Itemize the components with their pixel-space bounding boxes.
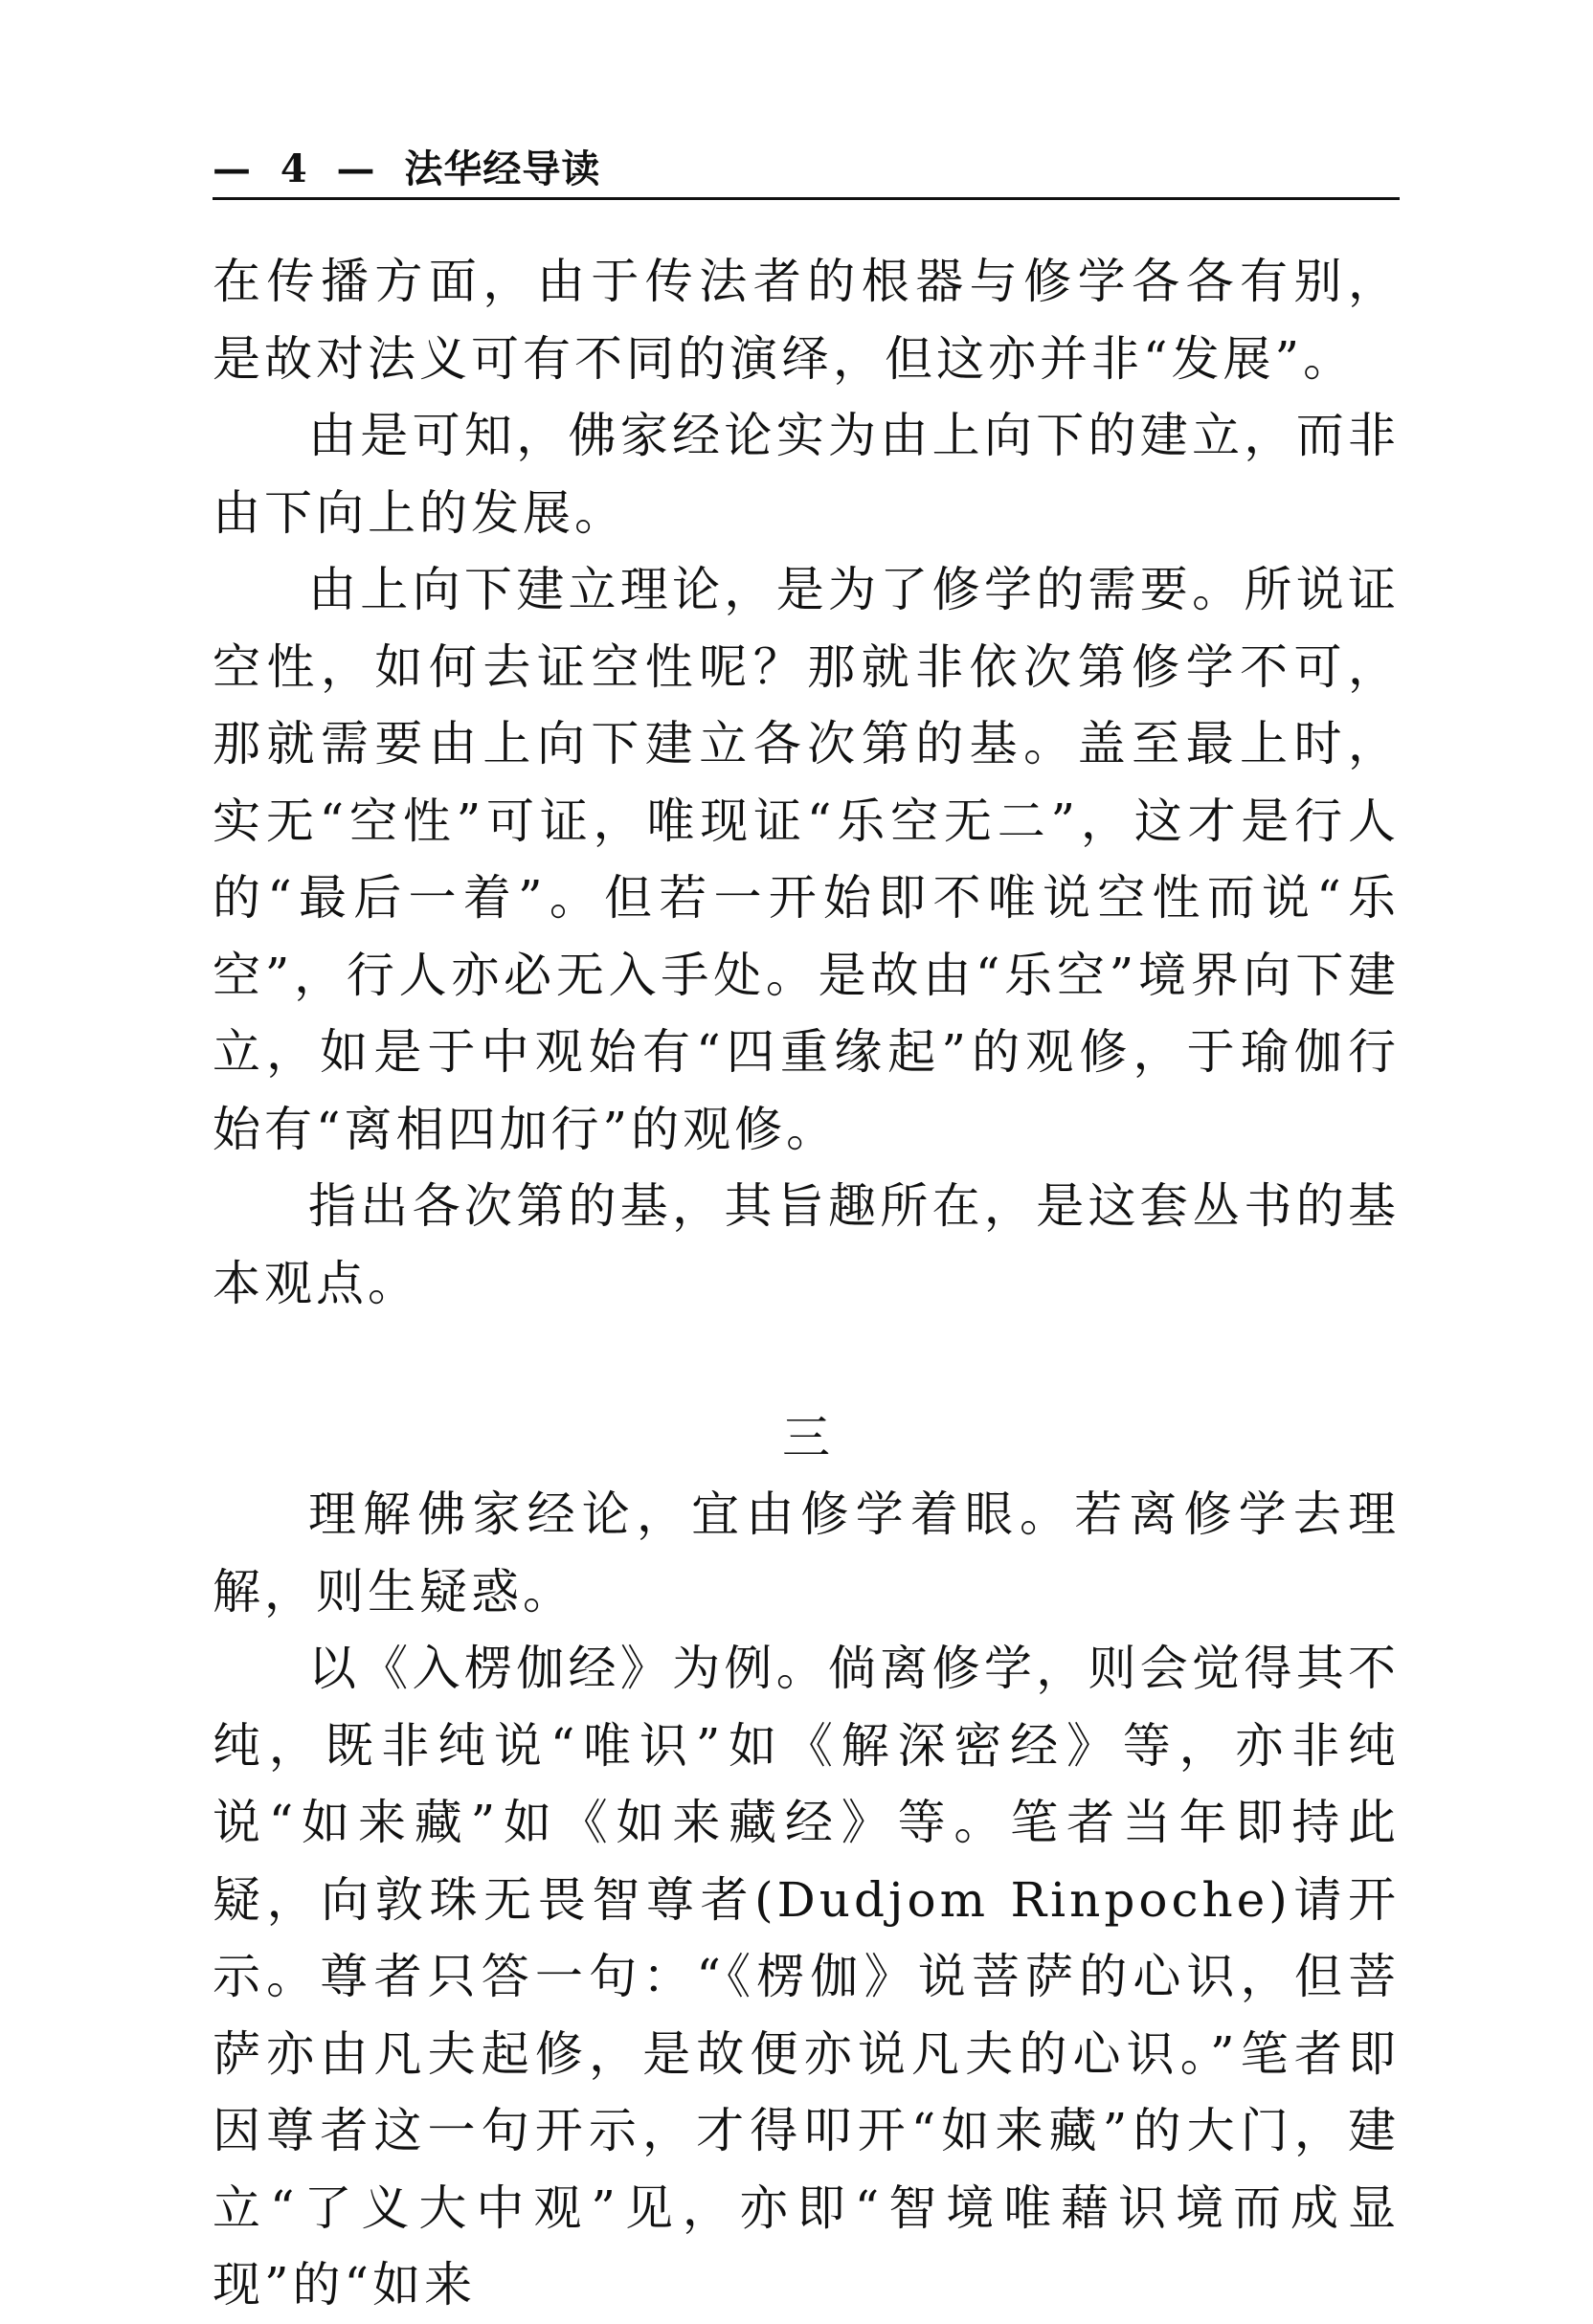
paragraph: 指出各次第的基，其旨趣所在，是这套丛书的基本观点。 [213, 1178, 1400, 1311]
page-number-and-book-title: — 4 — 法华经导读 [213, 146, 601, 191]
paragraph: 由上向下建立理论，是为了修学的需要。所说证空性，如何去证空性呢？那就非依次第修学不可，那就需要由上向下建立各次第的基。盖至最上时，实无“空性”可证，唯现证“乐空无二”，这才是行人的“最后一着”。但若一开始即不唯说空性而说“乐空”，行人亦必无入手处。是故由“乐空”境界向下建立，如是于中观始有“四重缘起”的观修，于瑜伽行始有“离相四加行”的观修。 [213, 562, 1400, 1157]
paragraph: 在传播方面，由于传法者的根器与修学各各有别，是故对法义可有不同的演绎，但这亦并非“发展”。 [213, 254, 1400, 387]
paragraph: 理解佛家经论，宜由修学着眼。若离修学去理解，则生疑惑。 [213, 1486, 1400, 1620]
body-text [213, 243, 1400, 2324]
paragraph: 以《入楞伽经》为例。倘离修学，则会觉得其不纯，既非纯说“唯识”如《解深密经》等，亦非纯说“如来藏”如《如来藏经》等。笔者当年即持此疑，向敦珠无畏智尊者(Dudjom Rinpoche)请开示。尊者只答一句：“《楞伽》说菩萨的心识，但菩萨亦由凡夫起修，是故便亦说凡夫的心识。”笔者即因尊者这一句开示，才得叩开“如来藏”的大门，建立“了义大中观”见，亦即“智境唯藉识境而成显现”的“如来 [213, 1641, 1400, 2313]
section-number: 三 [782, 1409, 830, 1465]
header-rule [213, 197, 1400, 200]
paragraph: 由是可知，佛家经论实为由上向下的建立，而非由下向上的发展。 [213, 408, 1400, 541]
running-header [213, 145, 1400, 199]
